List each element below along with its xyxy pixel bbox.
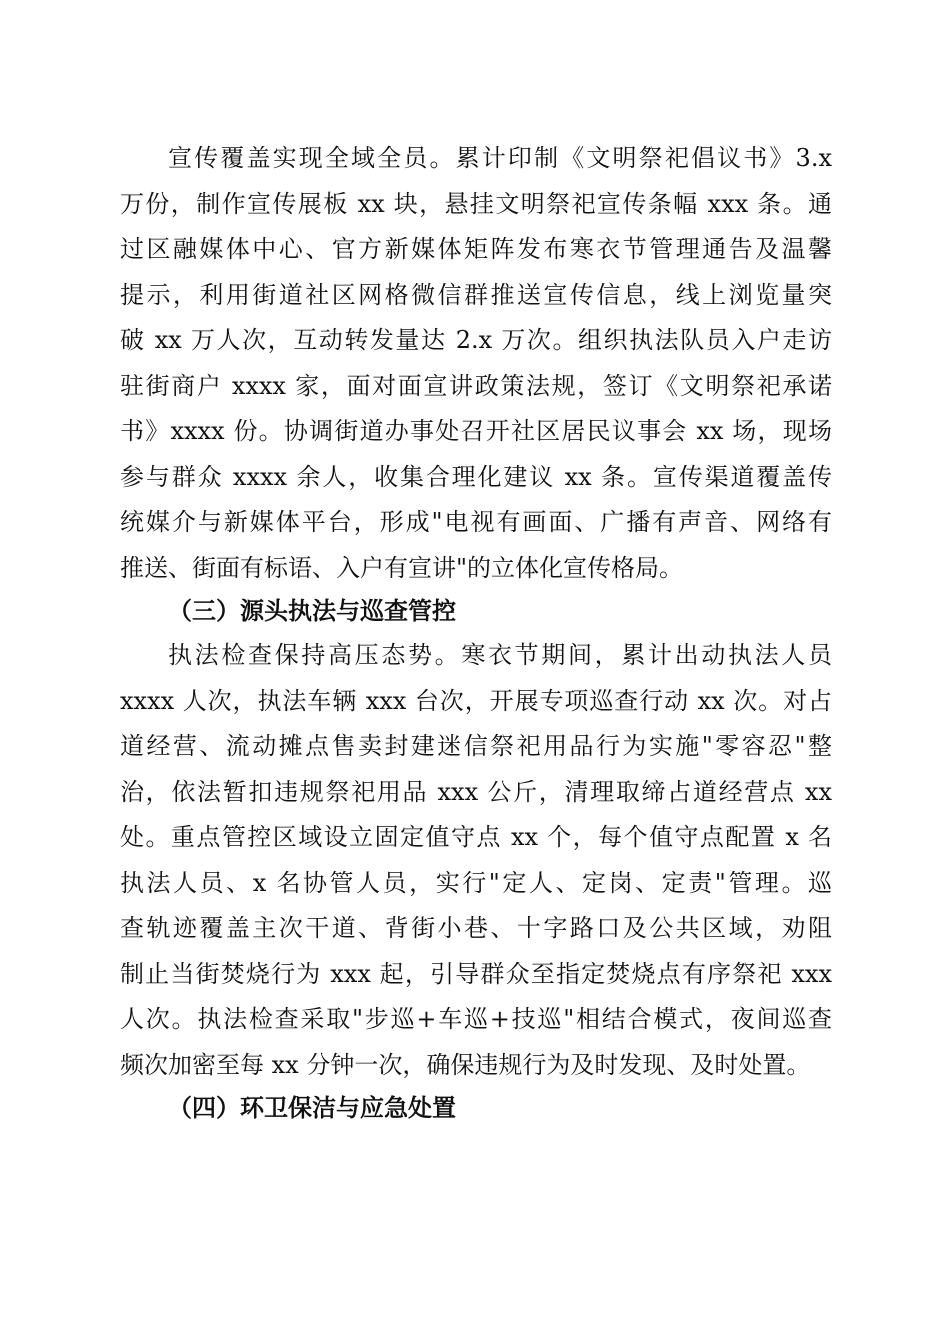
- text-line: 万份，制作宣传展板 xx 块，悬挂文明祭祀宣传条幅 xxx 条。通: [120, 189, 832, 218]
- text-line: 频次加密至每 xx 分钟一次，确保违规行为及时发现、及时处置。: [120, 1050, 811, 1079]
- section-heading-3: （三）源头执法与巡查管控: [168, 596, 456, 625]
- text-line: 执法人员、x 名协管人员，实行"定人、定岗、定责"管理。巡: [120, 868, 832, 897]
- text-line: 执法检查保持高压态势。寒衣节期间，累计出动执法人员: [168, 641, 832, 669]
- text-line: 推送、街面有标语、入户有宣讲"的立体化宣传格局。: [120, 553, 684, 582]
- paragraph-publicity: [120, 136, 832, 591]
- text-line: 人次。执法检查采取"步巡+车巡+技巡"相结合模式，夜间巡查: [120, 1005, 832, 1033]
- text-line: 提示，利用街道社区网格微信群推送宣传信息，线上浏览量突: [120, 280, 832, 309]
- text-line: 道经营、流动摊点售卖封建迷信祭祀用品行为实施"零容忍"整: [120, 732, 832, 760]
- text-line: 查轨迹覆盖主次干道、背街小巷、十字路口及公共区域，劝阻: [120, 914, 832, 942]
- text-line: 书》xxxx 份。协调街道办事处召开社区居民议事会 xx 场，现场: [120, 417, 832, 445]
- text-line: 参与群众 xxxx 余人，收集合理化建议 xx 条。宣传渠道覆盖传: [120, 462, 832, 491]
- text-line: xxxx 人次，执法车辆 xxx 台次，开展专项巡查行动 xx 次。对占: [120, 686, 832, 715]
- text-line: 驻街商户 xxxx 家，面对面宣讲政策法规，签订《文明祭祀承诺: [120, 371, 832, 400]
- text-line: 过区融媒体中心、官方新媒体矩阵发布寒衣节管理通告及温馨: [120, 235, 832, 263]
- section-heading-4: （四）环卫保洁与应急处置: [168, 1093, 456, 1122]
- text-line: 破 xx 万人次，互动转发量达 2.x 万次。组织执法队员入户走访: [120, 326, 832, 354]
- text-line: 制止当街焚烧行为 xxx 起，引导群众至指定焚烧点有序祭祀 xxx: [120, 959, 832, 988]
- text-line: 处。重点管控区域设立固定值守点 xx 个，每个值守点配置 x 名: [120, 823, 832, 851]
- text-line: 治，依法暂扣违规祭祀用品 xxx 公斤，清理取缔占道经营点 xx: [120, 777, 832, 806]
- paragraph-enforcement: [120, 633, 832, 1088]
- text-line: 宣传覆盖实现全域全员。累计印制《文明祭祀倡议书》3.x: [168, 144, 832, 172]
- text-line: 统媒介与新媒体平台，形成"电视有画面、广播有声音、网络有: [120, 508, 832, 536]
